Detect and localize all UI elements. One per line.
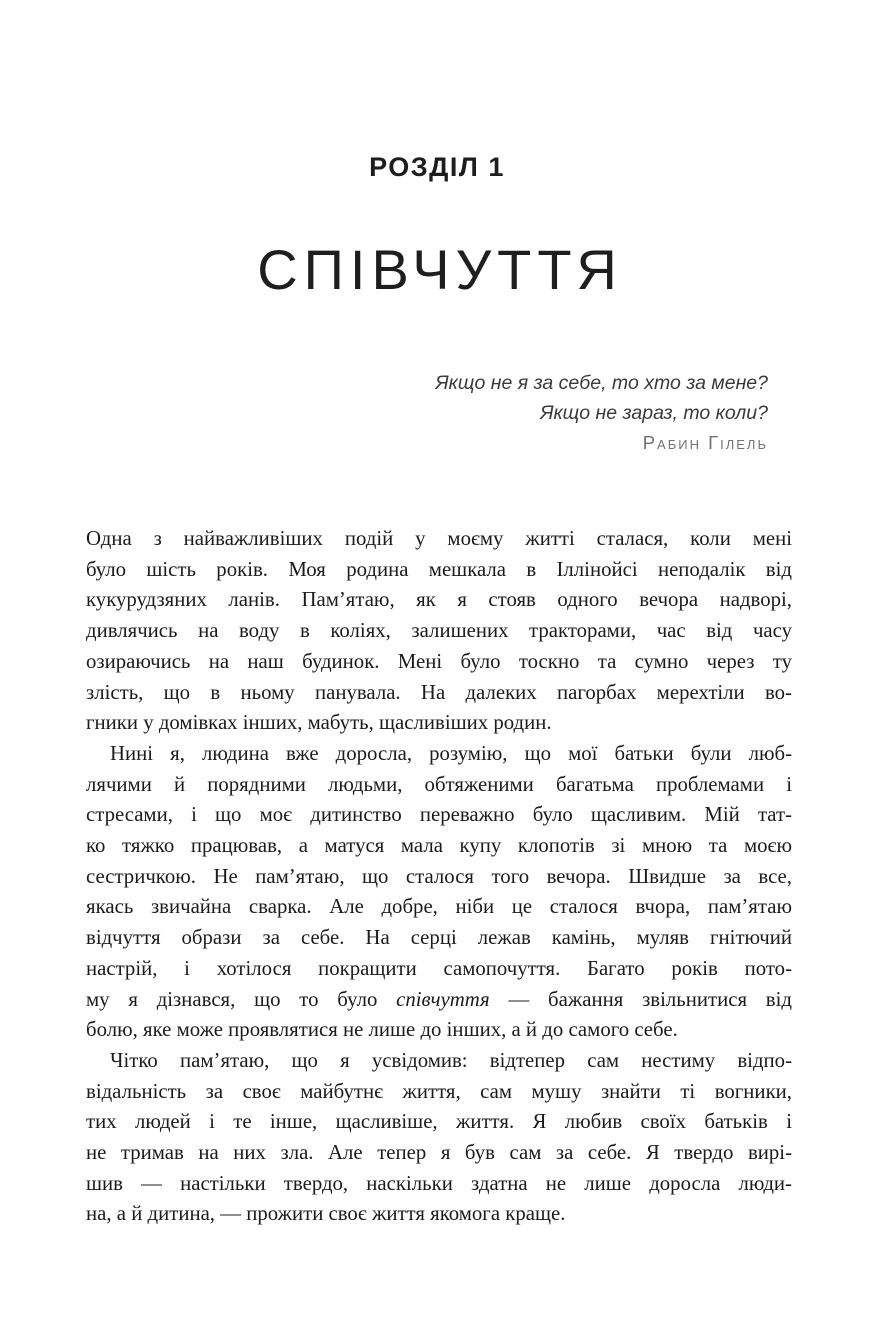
epigraph: [435, 368, 768, 458]
body-line: [86, 708, 792, 739]
body-line: [86, 1199, 792, 1230]
body-line: [86, 954, 792, 985]
body-line: [86, 616, 792, 647]
text-segment: болю, яке може проявлятися не лише до інших, а й до самого себе.: [86, 1018, 678, 1042]
body-line: [86, 585, 792, 616]
body-line: [86, 862, 792, 893]
epigraph-line: Якщо не я за себе, то хто за мене?: [435, 372, 768, 394]
text-segment: відальність за своє майбутнє життя, сам мушу знайти ті вогники,: [86, 1079, 792, 1103]
text-segment: Нині я, людина вже доросла, розумію, що мої батьки були люб-: [110, 741, 792, 765]
text-segment: му я дізнався, що то було: [86, 987, 397, 1011]
body-line: [86, 985, 792, 1016]
text-segment: озираючись на наш будинок. Мені було тоскно та сумно через ту: [86, 649, 792, 673]
text-segment: настрій, і хотілося покращити самопочуття. Багато років пото-: [86, 956, 792, 980]
body-line: [86, 1107, 792, 1138]
text-segment: ко тяжко працював, а матуся мала купу клопотів зі мною та моєю: [86, 834, 792, 858]
body-text: [86, 524, 792, 1230]
text-segment: сестричкою. Не пам’ятаю, що сталося того вечора. Швидше за все,: [86, 864, 792, 888]
body-line: [86, 739, 792, 770]
body-line: [86, 524, 792, 555]
text-segment: шив — настільки твердо, наскільки здатна не лише доросла люди-: [86, 1171, 792, 1195]
text-segment: кукурудзяних ланів. Пам’ятаю, як я стояв одного вечора надворі,: [86, 588, 792, 612]
body-line: [86, 800, 792, 831]
body-line: [86, 770, 792, 801]
text-segment: лячими й порядними людьми, обтяженими багатьма проблемами і: [86, 772, 792, 796]
body-line: [86, 1046, 792, 1077]
body-line: [86, 831, 792, 862]
text-segment: Одна з найважливіших подій у моєму житті сталася, коли мені: [86, 527, 792, 550]
body-line: [86, 892, 792, 923]
body-line: [86, 923, 792, 954]
epigraph-attribution: Рабин Гілель: [642, 432, 768, 453]
emphasized-word: співчуття: [396, 987, 490, 1011]
chapter-title: СПІВЧУТТЯ: [257, 238, 623, 301]
text-segment: не тримав на них зла. Але тепер я був сам за себе. Я твердо вирі-: [86, 1141, 792, 1165]
text-segment: Чітко пам’ятаю, що я усвідомив: відтепер сам нестиму відпо-: [110, 1048, 792, 1072]
text-segment: гники у домівках інших, мабуть, щасливіших родин.: [86, 711, 552, 735]
body-line: [86, 555, 792, 586]
body-line: [86, 647, 792, 678]
body-line: [86, 1169, 792, 1200]
body-line: [86, 1015, 792, 1046]
text-segment: відчуття образи за себе. На серці лежав камінь, муляв гнітючий: [86, 926, 792, 950]
text-segment: якась звичайна сварка. Але добре, ніби це сталося вчора, пам’ятаю: [86, 895, 792, 919]
text-segment: дивлячись на воду в коліях, залишених тракторами, час від часу: [86, 619, 792, 643]
text-segment: було шість років. Моя родина мешкала в Іллінойсі неподалік від: [86, 557, 792, 581]
body-line: [86, 678, 792, 709]
text-segment: стресами, і що моє дитинство переважно було щасливим. Мій тат-: [86, 803, 792, 827]
text-segment: — бажання звільнитися від: [489, 987, 792, 1011]
text-segment: тих людей і те інше, щасливіше, життя. Я любив своїх батьків і: [86, 1110, 792, 1134]
text-segment: на, а й дитина, — прожити своє життя якомога краще.: [86, 1202, 566, 1226]
chapter-label: РОЗДІЛ 1: [369, 152, 505, 182]
epigraph-line: Якщо не зараз, то коли?: [540, 402, 768, 424]
text-segment: злість, що в ньому панувала. На далеких пагорбах мерехтіли во-: [86, 680, 792, 704]
body-line: [86, 1138, 792, 1169]
body-line: [86, 1077, 792, 1108]
